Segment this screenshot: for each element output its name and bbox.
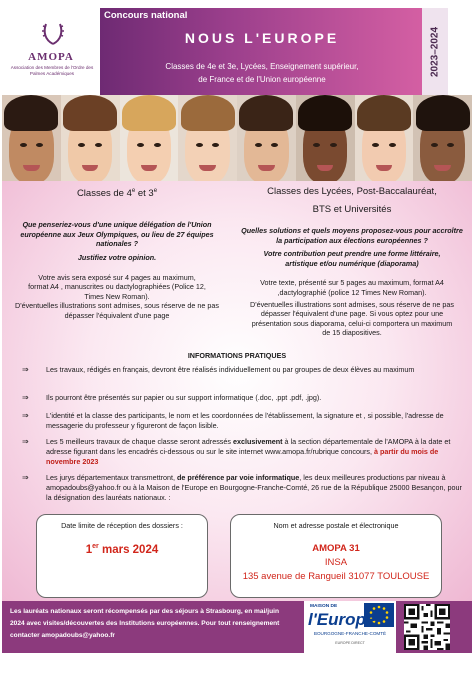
face-eye	[431, 143, 438, 147]
info-text-part: à la section départementale de l'AMOPA à la date et adresse figurant dans les encadrés ci-dessous ou sur le site internet www.amopa.fr/rubrique concours,	[46, 437, 451, 456]
qr-code-icon	[404, 604, 450, 650]
footer-band	[2, 601, 472, 653]
info-title: INFORMATIONS PRATIQUES	[187, 351, 287, 360]
student-face	[296, 95, 355, 181]
info-text-part: Les 5 meilleurs travaux de chaque classe seront adressés	[46, 437, 233, 446]
address-line-1: AMOPA 31	[312, 543, 360, 554]
address-line-2: INSA	[324, 557, 348, 568]
eu-logo-big-text: l'Europe	[308, 610, 376, 629]
left-rules-1: Votre avis sera exposé sur 4 pages au maximum, format A4 , manuscrites ou dactylographiées (Police 12, Times New Roman).	[28, 272, 206, 301]
face-hair	[416, 95, 470, 131]
face-hair	[122, 95, 176, 131]
page-title: NOUS L'EUROPE	[184, 30, 340, 46]
info-item-text: L'identité et la classe des participants, le nom et les coordonnées de l'établissement, la signature et , si possible, l'adresse de messagerie du professeur y figureront de façon lisible.	[46, 411, 444, 430]
face-hair	[239, 95, 293, 131]
left-rules-2: D'éventuelles illustrations sont admises, sous réserve de ne pas dépasser l'équivalent d'une page	[15, 301, 219, 320]
face-hair	[4, 95, 58, 131]
student-face	[120, 95, 179, 181]
info-text-part: , les deux meilleures productions par niveau à amopadoubs@yahoo.fr ou à la Maison de l'Europe en Bourgogne-Franche-Comté, 26 rue de la République 25000 Besançon, pour la désignation des lauréats nationaux. :	[46, 473, 462, 502]
left-prompt: Justifiez votre opinion.	[77, 252, 157, 262]
logo-subtitle: Association des Membres de l'Ordre des Palmes Académiques	[10, 65, 94, 76]
palm-wreath-icon	[40, 20, 66, 46]
face-eye	[95, 143, 102, 147]
subtitle-line-1: Classes de 4e et 3e, Lycées, Enseignement supérieur,	[165, 62, 359, 71]
deadline-day: 1	[85, 543, 93, 556]
right-heading-2: BTS et Universités	[312, 204, 392, 215]
right-rules-1: Votre texte, présenté sur 5 pages au maximum, format A4 ,dactylographié (police 12 Times New Roman).	[260, 278, 444, 297]
face-eye	[389, 143, 396, 147]
arrow-icon: ⇒	[22, 437, 29, 446]
header-subtitle	[104, 60, 420, 86]
right-prompt: Votre contribution peut prendre une forme littéraire, artistique et/ou numérique (diaporama)	[263, 249, 441, 268]
face-eye	[330, 143, 337, 147]
subtitle-line-2: de France et de l'Union européenne	[198, 75, 326, 84]
eu-logo-region: BOURGOGNE-FRANCHE-COMTÉ	[313, 631, 387, 636]
arrow-icon: ⇒	[22, 393, 29, 402]
contest-label: Concours national	[104, 10, 188, 21]
info-item-text: Ils pourront être présentés sur papier ou sur support informatique (.doc, .ppt .pdf, .jpg).	[46, 393, 322, 402]
left-column	[10, 181, 224, 321]
logo-name: AMOPA	[28, 51, 74, 63]
info-item-text	[46, 437, 462, 467]
info-date-emphasis: à partir du mois de novembre 2023	[46, 447, 439, 466]
school-year: 2023–2024	[429, 26, 441, 78]
arrow-icon: ⇒	[22, 473, 29, 482]
face-mouth	[258, 165, 274, 171]
info-emphasis: exclusivement	[232, 437, 283, 446]
face-eye	[20, 143, 27, 147]
maison-europe-logo	[304, 601, 396, 653]
face-hair	[357, 95, 411, 131]
info-emphasis: de préférence par voie informatique	[177, 473, 300, 482]
info-text-part: Les jurys départementaux transmettront,	[46, 473, 178, 482]
face-hair	[63, 95, 117, 131]
address-label: Nom et adresse postale et électronique	[273, 521, 399, 530]
deadline-box	[36, 514, 208, 598]
info-item-text: Les travaux, rédigés en français, devront être réalisés individuellement ou par groupes de deux élèves au maximum	[46, 365, 415, 374]
amopa-logo	[2, 2, 100, 96]
face-hair	[298, 95, 352, 131]
face-eye	[196, 143, 203, 147]
face-eye	[255, 143, 262, 147]
face-mouth	[23, 165, 39, 171]
address-box	[230, 514, 442, 598]
info-item-text	[46, 473, 462, 503]
student-face	[237, 95, 296, 181]
student-face	[61, 95, 120, 181]
eu-direct-label: EUROPE DIRECT	[335, 641, 365, 645]
arrow-icon: ⇒	[22, 411, 29, 420]
student-face	[355, 95, 414, 181]
face-eye	[154, 143, 161, 147]
right-column	[240, 181, 464, 338]
student-face	[178, 95, 237, 181]
deadline-day-suffix: er	[92, 543, 99, 550]
footer-text: Les lauréats nationaux seront récompensés par des séjours à Strasbourg, en mai/juin 2024 avec visites/découvertes des Institutions européennes. Pour tout renseignement contacter amopadoubs@yahoo.fr	[10, 608, 280, 639]
right-rules-2: D'éventuelles illustrations sont admises, sous réserve de ne pas dépasser l'équivalent d'une page. Si vous optez pour une présentation sous diaporama, celui-ci comportera un maximum de 15 diapositives.	[250, 299, 454, 338]
eu-logo-small-text: MAISON DE	[310, 604, 338, 609]
right-question: Quelles solutions et quels moyens proposez-vous pour accroître la participation aux élections européennes ?	[241, 226, 463, 245]
arrow-icon: ⇒	[22, 365, 29, 374]
left-heading: Classes de 4e et 3e	[76, 188, 158, 200]
face-hair	[181, 95, 235, 131]
right-heading-1: Classes des Lycées, Post-Baccalauréat,	[267, 186, 437, 197]
student-face	[2, 95, 61, 181]
left-question: Que penseriez-vous d'une unique délégation de l'Union européenne aux Jeux Olympiques, ou lieu de 27 équipes nationales ?	[20, 220, 214, 249]
deadline-month-year: mars 2024	[98, 543, 159, 556]
deadline-label: Date limite de réception des dossiers :	[61, 521, 183, 530]
student-faces-photo	[2, 95, 472, 181]
address-line-3: 135 avenue de Rangueil 31077 TOULOUSE	[242, 571, 430, 582]
deadline-date	[37, 543, 207, 556]
student-face	[413, 95, 472, 181]
